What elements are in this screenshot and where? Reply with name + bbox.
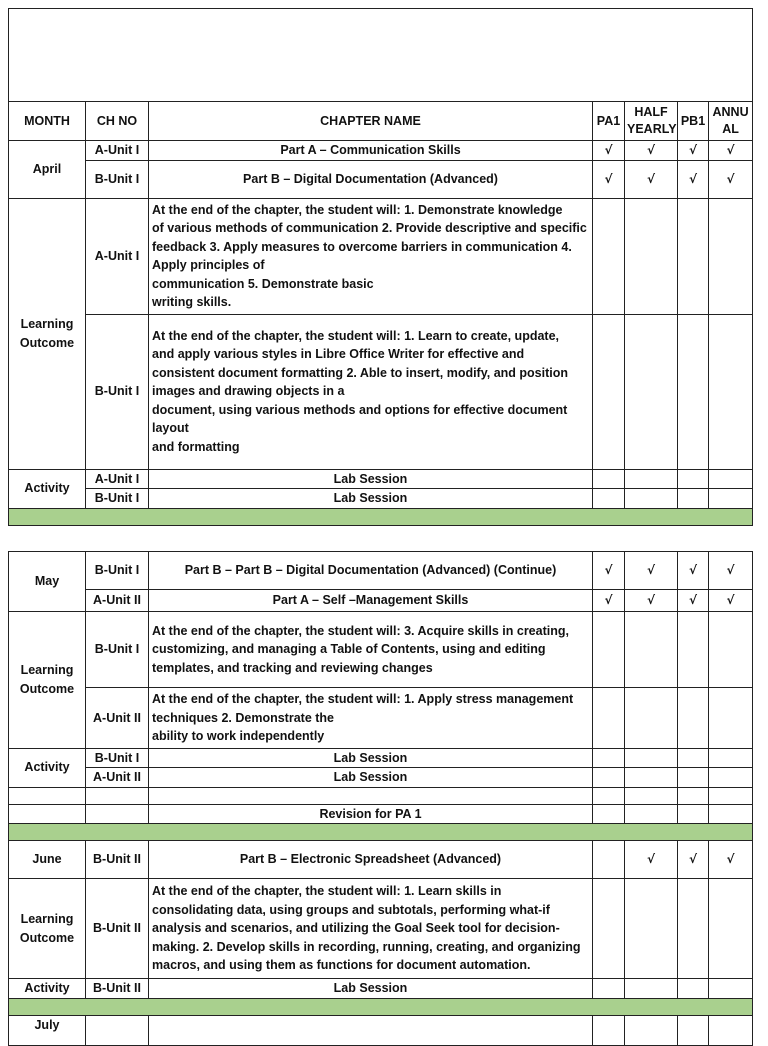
check-mark: √	[678, 141, 709, 161]
ch-no-cell: B-Unit I	[86, 552, 149, 590]
learning-outcome-text: At the end of the chapter, the student will: 1. Learn to create, update, and apply various styles in Libre Office Writer for effective and consistent document formatting 2. Able to insert, modify, and position images and drawing objects in a document, using various methods and options for effective document layout and formatting	[149, 314, 593, 469]
check-mark: √	[625, 841, 678, 879]
activity-cell: Lab Session	[149, 489, 593, 509]
table-row	[9, 841, 753, 879]
section-divider	[9, 998, 753, 1015]
check-mark: √	[593, 590, 625, 612]
activity-label: Activity	[9, 748, 86, 787]
table-row	[9, 787, 753, 804]
ch-no-cell: B-Unit I	[86, 489, 149, 509]
activity-cell: Lab Session	[149, 979, 593, 999]
learning-outcome-text: At the end of the chapter, the student will: 1. Learn skills in consolidating data, using groups and subtotals, performing what-if analysis and scenarios, and utilizing the Goal Seek tool for decision- making. 2. Develop skills in recording, running, creating, and organizing macros, and using them as functions for document automation.	[149, 879, 593, 979]
check-mark: √	[678, 590, 709, 612]
table-row	[9, 160, 753, 198]
check-mark: √	[593, 160, 625, 198]
check-mark: √	[678, 552, 709, 590]
check-mark: √	[709, 841, 753, 879]
chapter-name-cell: Part B – Digital Documentation (Advanced)	[149, 160, 593, 198]
activity-cell: Lab Session	[149, 469, 593, 489]
ch-no-cell: B-Unit I	[86, 314, 149, 469]
table-row	[9, 979, 753, 999]
activity-label: Activity	[9, 469, 86, 508]
check-mark: √	[625, 160, 678, 198]
chapter-name-cell: Part B – Part B – Digital Documentation (Advanced) (Continue)	[149, 552, 593, 590]
chapter-name-cell: Part A – Self –Management Skills	[149, 590, 593, 612]
table-row	[9, 198, 753, 314]
check-mark: √	[593, 141, 625, 161]
learning-outcome-text: At the end of the chapter, the student will: 3. Acquire skills in creating, customizing, and managing a Table of Contents, using and editing templates, and tracking and reviewing changes	[149, 612, 593, 688]
table-row	[9, 552, 753, 590]
blank-title-row	[9, 9, 753, 102]
learning-outcome-text: At the end of the chapter, the student will: 1. Demonstrate knowledge of various methods of communication 2. Provide descriptive and specific feedback 3. Apply measures to overcome barriers in communication 4. Apply principles of communication 5. Demonstrate basic writing skills.	[149, 198, 593, 314]
header-row	[9, 102, 753, 141]
month-cell: July	[9, 1015, 86, 1045]
table-row	[9, 804, 753, 824]
header-pb1: PB1	[678, 102, 709, 141]
table-row	[9, 688, 753, 749]
month-cell: May	[9, 552, 86, 612]
header-annual: ANNU AL	[709, 102, 753, 141]
check-mark: √	[593, 552, 625, 590]
ch-no-cell: B-Unit I	[86, 612, 149, 688]
ch-no-cell: A-Unit I	[86, 141, 149, 161]
check-mark: √	[625, 552, 678, 590]
header-ch-no: CH NO	[86, 102, 149, 141]
ch-no-cell: A-Unit II	[86, 768, 149, 788]
table-row	[9, 141, 753, 161]
activity-label: Activity	[9, 979, 86, 999]
section-divider	[9, 824, 753, 841]
month-cell: June	[9, 841, 86, 879]
header-pa1: PA1	[593, 102, 625, 141]
activity-cell: Lab Session	[149, 768, 593, 788]
revision-cell: Revision for PA 1	[149, 804, 593, 824]
chapter-name-cell: Part A – Communication Skills	[149, 141, 593, 161]
header-half-yearly: HALF YEARLY	[625, 102, 678, 141]
check-mark: √	[709, 590, 753, 612]
check-mark: √	[709, 552, 753, 590]
ch-no-cell: A-Unit II	[86, 688, 149, 749]
table-row	[9, 748, 753, 768]
ch-no-cell: A-Unit I	[86, 469, 149, 489]
section-divider	[9, 508, 753, 525]
check-mark: √	[709, 160, 753, 198]
chapter-name-cell: Part B – Electronic Spreadsheet (Advanced)	[149, 841, 593, 879]
table-row	[9, 489, 753, 509]
table-row	[9, 590, 753, 612]
check-mark: √	[678, 841, 709, 879]
ch-no-cell: B-Unit I	[86, 160, 149, 198]
ch-no-cell: B-Unit II	[86, 979, 149, 999]
ch-no-cell: B-Unit II	[86, 879, 149, 979]
syllabus-table-april	[8, 8, 753, 526]
month-cell: April	[9, 141, 86, 199]
learning-outcome-label: Learning Outcome	[9, 879, 86, 979]
table-row	[9, 469, 753, 489]
check-mark: √	[625, 590, 678, 612]
learning-outcome-label: Learning Outcome	[9, 198, 86, 469]
check-mark: √	[625, 141, 678, 161]
header-month: MONTH	[9, 102, 86, 141]
table-row	[9, 879, 753, 979]
table-row	[9, 1015, 753, 1045]
check-mark: √	[678, 160, 709, 198]
syllabus-table-may-june	[8, 551, 753, 1046]
table-row	[9, 768, 753, 788]
ch-no-cell: B-Unit II	[86, 841, 149, 879]
check-mark: √	[709, 141, 753, 161]
activity-cell: Lab Session	[149, 748, 593, 768]
learning-outcome-label: Learning Outcome	[9, 612, 86, 749]
ch-no-cell: A-Unit II	[86, 590, 149, 612]
table-row	[9, 612, 753, 688]
header-chapter-name: CHAPTER NAME	[149, 102, 593, 141]
learning-outcome-text: At the end of the chapter, the student will: 1. Apply stress management techniques 2. Demonstrate the ability to work independently	[149, 688, 593, 749]
ch-no-cell: A-Unit I	[86, 198, 149, 314]
table-row	[9, 314, 753, 469]
ch-no-cell: B-Unit I	[86, 748, 149, 768]
